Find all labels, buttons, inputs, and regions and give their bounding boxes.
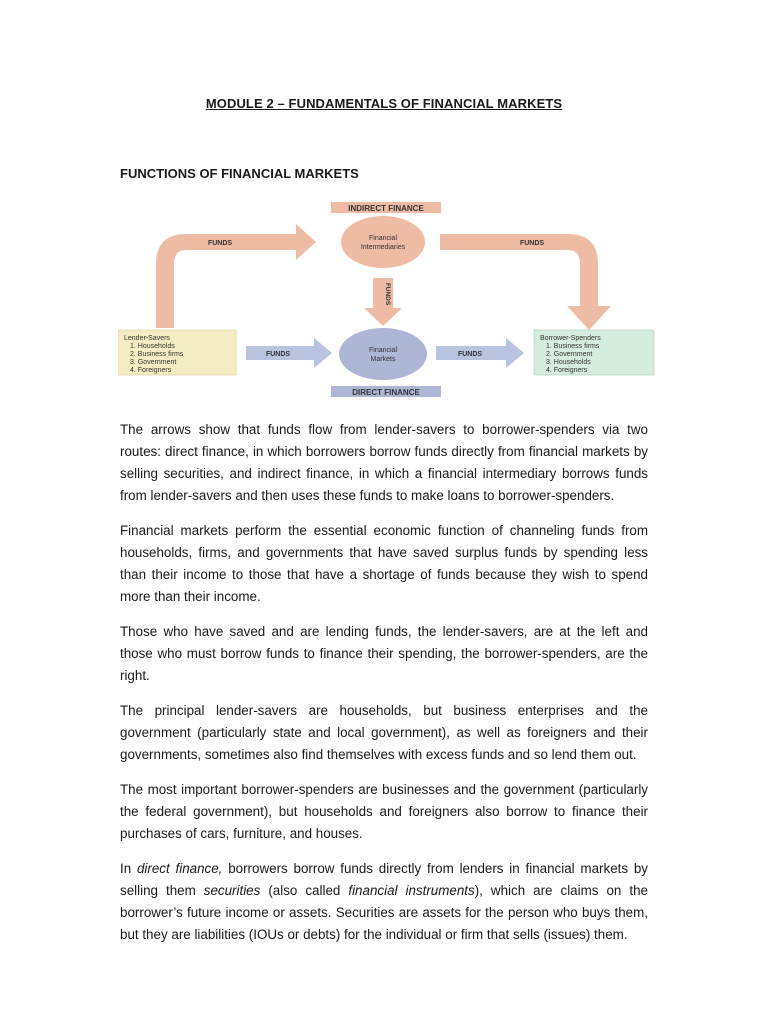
paragraph-routes: The arrows show that funds flow from lender-savers to borrower-spenders via two routes: direct finance, in which borrowers borrow funds directly from financial markets by selling securities, and indirect finance, in which a financial intermediary borrows funds from lender-savers and then uses these funds to make loans to borrower-spenders. (120, 422, 648, 503)
p6-text: In (120, 861, 137, 876)
borrower-spenders-item: 3. Households (546, 359, 591, 366)
direct-right-funds-label: FUNDS (457, 351, 483, 358)
right-funds-label: FUNDS (519, 240, 545, 247)
p6-text: borrowers borrow funds directly from lenders in financial markets by selling them (120, 861, 648, 898)
borrower-spenders-item: 1. Business firms (546, 343, 600, 350)
document-title: MODULE 2 – FUNDAMENTALS OF FINANCIAL MARKETS (205, 96, 563, 111)
markets-line2: Markets (370, 356, 396, 363)
left-funds-label: FUNDS (207, 240, 233, 247)
paragraph-left-right: Those who have saved and are lending funds, the lender-savers, are at the left and those who must borrow funds to finance their spending, the borrower-spenders, are the right. (120, 624, 648, 683)
paragraph-borrower-spenders: The most important borrower-spenders are businesses and the government (particularly the federal government), but households and foreigners also borrow to finance their purchases of cars, furniture, and houses. (120, 782, 648, 841)
lender-savers-item: 1. Households (130, 343, 175, 350)
body-text (120, 419, 648, 959)
financial-instruments-term: financial instruments (348, 883, 475, 898)
borrower-spenders-item: 2. Government (546, 351, 593, 358)
securities-term: securities (203, 883, 261, 898)
paragraph-direct-finance (120, 858, 648, 946)
p6-text: (also called (260, 883, 349, 898)
paragraph-lender-savers: The principal lender-savers are households, but business enterprises and the government (particularly state and local government), as well as foreigners and their governments, sometimes also find themselves with excess funds and so lend them out. (120, 703, 648, 762)
intermediaries-line1: Financial (368, 235, 398, 242)
borrower-spenders-item: 4. Foreigners (546, 367, 588, 374)
financial-markets-circle (339, 328, 427, 380)
indirect-finance-label: INDIRECT FINANCE (348, 204, 424, 213)
direct-left-funds-label: FUNDS (265, 351, 291, 358)
section-heading: FUNCTIONS OF FINANCIAL MARKETS (120, 166, 359, 181)
left-funds-arrow (156, 224, 316, 328)
flow-diagram-svg (118, 198, 658, 402)
direct-finance-term: direct finance, (136, 861, 223, 876)
financial-intermediaries-circle (341, 216, 425, 268)
intermediaries-line2: Intermediaries (360, 244, 406, 251)
lender-savers-item: 4. Foreigners (130, 367, 172, 374)
lender-savers-heading: Lender-Savers (124, 335, 170, 342)
direct-finance-label: DIRECT FINANCE (352, 388, 420, 397)
down-funds-label: FUNDS (384, 282, 391, 306)
right-funds-arrow (440, 234, 611, 330)
lender-savers-item: 3. Government (130, 359, 177, 366)
down-funds-arrow (364, 278, 402, 326)
p6-text: ), which are claims on the borrower’s future income or assets. Securities are assets for the person who buys them, but they are liabilities (IOUs or debts) for the individual or firm that sells (issues) them. (120, 883, 648, 942)
lender-savers-item: 2. Business firms (130, 351, 184, 358)
markets-line1: Financial (368, 347, 398, 354)
paragraph-economic-function: Financial markets perform the essential economic function of channeling funds from households, firms, and governments that have saved surplus funds by spending less than their income to those that have a shortage of funds because they wish to spend more than their income. (120, 523, 648, 604)
borrower-spenders-heading: Borrower-Spenders (540, 335, 601, 342)
financial-flow-diagram (118, 198, 658, 402)
